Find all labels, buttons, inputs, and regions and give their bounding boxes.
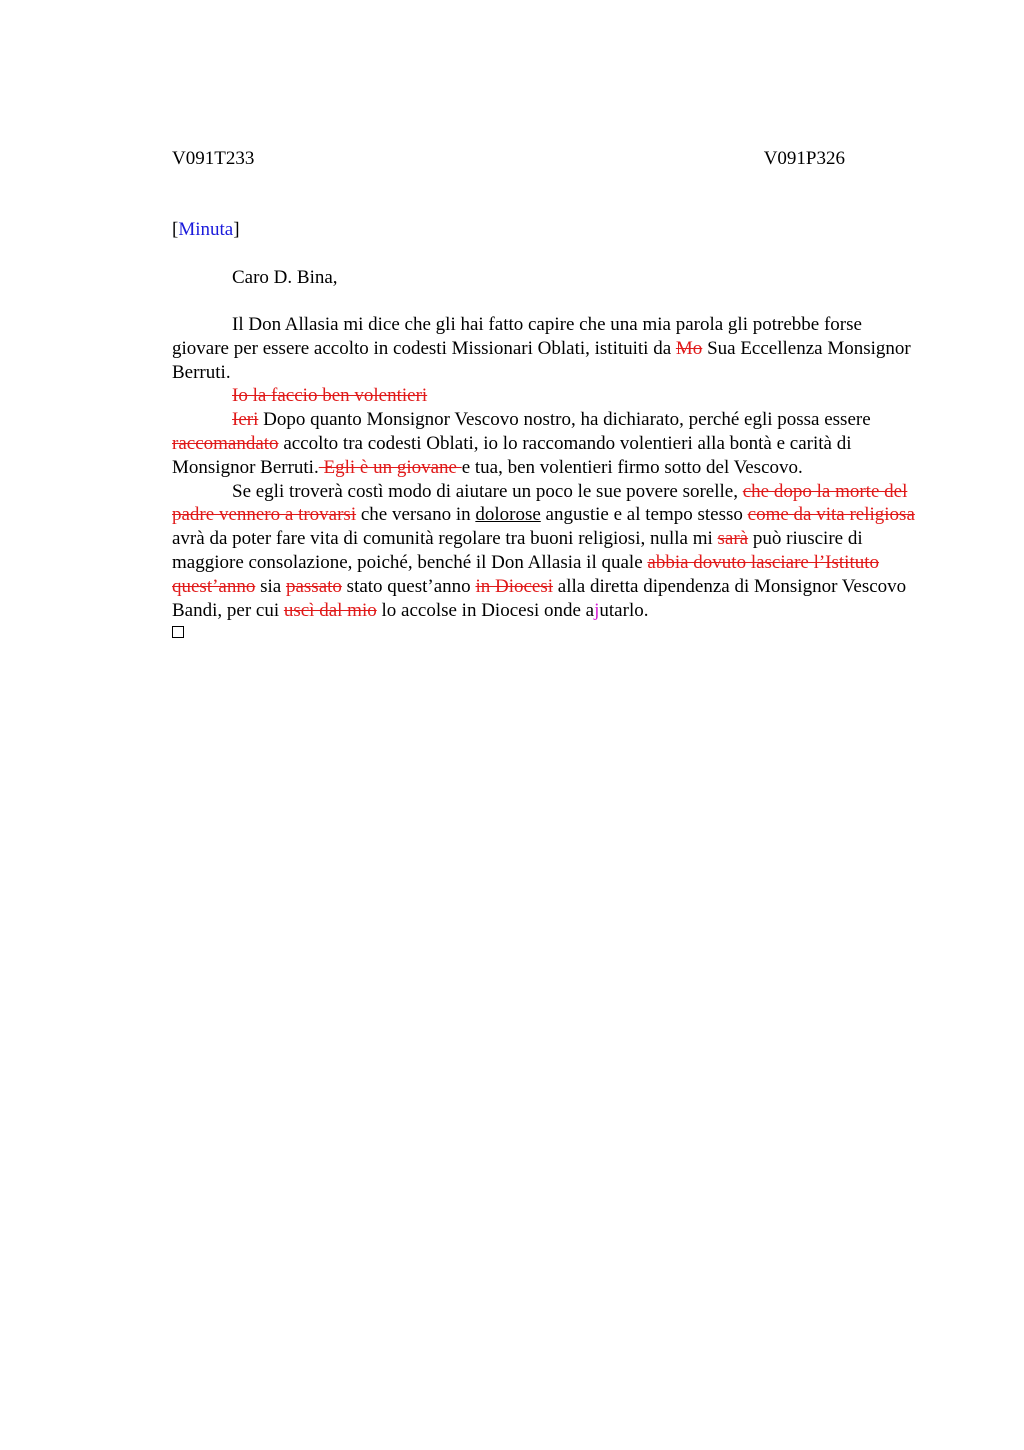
checkbox-icon bbox=[172, 626, 184, 638]
inserted-letter: j bbox=[594, 599, 600, 621]
bracket-close: ] bbox=[233, 219, 240, 240]
paragraph-4 bbox=[172, 480, 920, 623]
right-reference-code: V091P326 bbox=[763, 148, 845, 169]
minuta-label bbox=[172, 218, 240, 242]
deleted-text: passato bbox=[285, 575, 342, 597]
text-run: può riuscire di maggiore consolazione, poiché, benché il Don Allasia il quale bbox=[172, 528, 863, 573]
underlined-text: dolorose bbox=[475, 504, 541, 526]
text-run: Sua Eccellenza Monsignor Berruti. bbox=[172, 337, 911, 383]
deleted-text: sarà bbox=[717, 528, 749, 550]
text-run: Il Don Allasia mi dice che gli hai fatto capire che una mia parola gli potrebbe forse giovare per essere accolto in codesti Missionari Oblati, istituiti da bbox=[172, 314, 862, 359]
text-run: sia bbox=[255, 575, 286, 597]
text-run: lo accolse in Diocesi onde a bbox=[376, 599, 595, 621]
deleted-text: abbia dovuto lasciare l’Istituto quest’anno bbox=[172, 551, 880, 597]
deleted-text: uscì dal mio bbox=[283, 599, 377, 621]
text-run: alla diretta dipendenza di Monsignor Vescovo Bandi, per cui bbox=[172, 575, 907, 621]
text-run: e tua, ben volentieri firmo sotto del Vescovo. bbox=[461, 456, 803, 478]
deleted-text: raccomandato bbox=[172, 432, 279, 454]
deleted-text: Mo bbox=[675, 337, 703, 359]
deleted-text: in Diocesi bbox=[475, 575, 554, 597]
left-reference-code: V091T233 bbox=[172, 148, 255, 169]
letter-body bbox=[172, 313, 920, 638]
salutation: Caro D. Bina, bbox=[232, 267, 338, 288]
text-run: angustie e al tempo stesso bbox=[540, 504, 748, 526]
deleted-text: Ieri bbox=[232, 409, 259, 431]
text-run: accolto tra codesti Oblati, io lo raccomando volentieri alla bontà e carità di Monsignor Berruti. bbox=[172, 432, 852, 478]
deleted-text: Io la faccio ben volentieri bbox=[232, 385, 428, 407]
text-run: stato quest’anno bbox=[341, 575, 476, 597]
text-run: Dopo quanto Monsignor Vescovo nostro, ha dichiarato, perché egli possa essere bbox=[258, 409, 871, 431]
bracket-open: [ bbox=[172, 219, 179, 240]
minuta-word: Minuta bbox=[178, 219, 234, 240]
text-run: utarlo. bbox=[599, 599, 649, 621]
text-run: che versano in bbox=[356, 504, 476, 526]
text-run: avrà da poter fare vita di comunità regolare tra buoni religiosi, nulla mi bbox=[172, 528, 718, 550]
paragraph-2 bbox=[172, 384, 920, 408]
paragraph-1 bbox=[172, 313, 920, 384]
paragraph-3 bbox=[172, 408, 920, 479]
deleted-text: come da vita religiosa bbox=[747, 504, 915, 526]
deleted-text: Egli è un giovane bbox=[318, 456, 462, 478]
document-header bbox=[172, 147, 845, 171]
text-run: Se egli troverà costì modo di aiutare un poco le sue povere sorelle, bbox=[232, 480, 743, 502]
deleted-text: che dopo la morte del padre vennero a trovarsi bbox=[172, 480, 908, 526]
